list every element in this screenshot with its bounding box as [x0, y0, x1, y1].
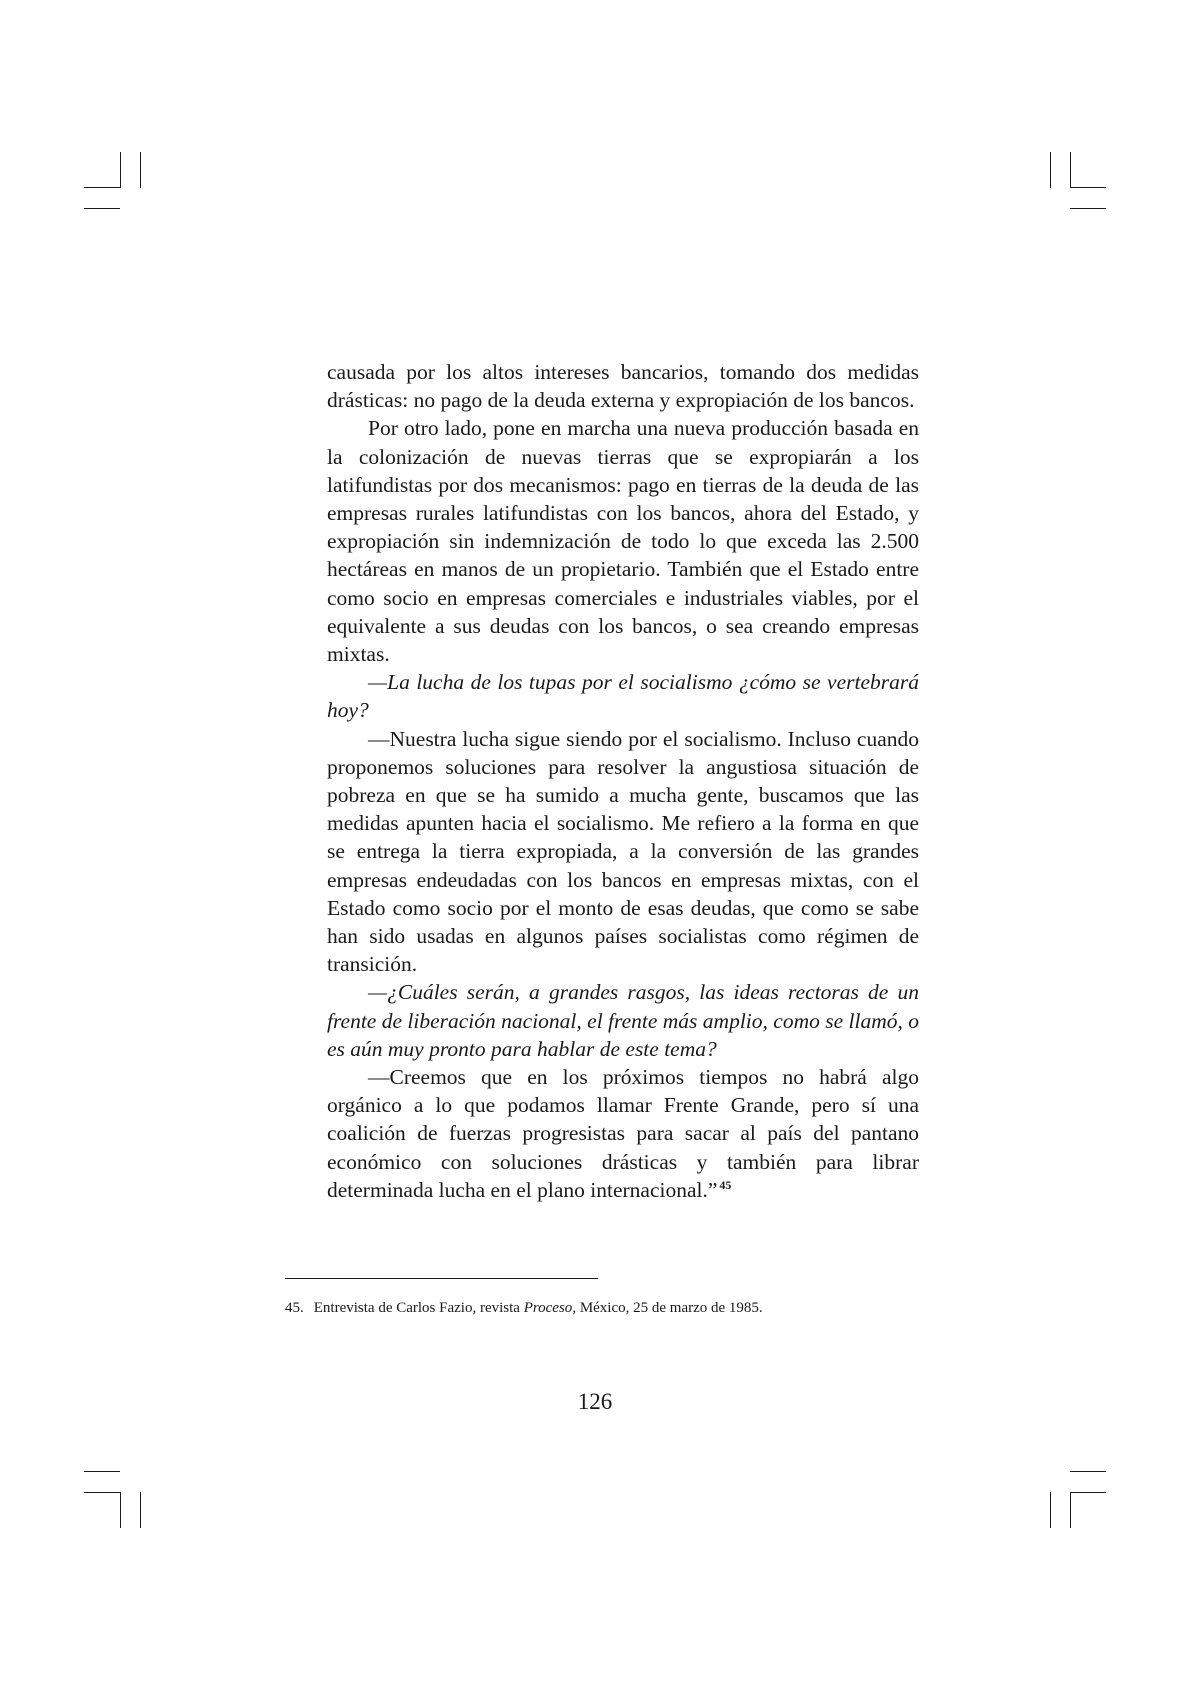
crop-mark [1050, 152, 1051, 188]
crop-mark [1070, 1492, 1106, 1493]
crop-mark [120, 1492, 121, 1528]
paragraph-question: —¿Cuáles serán, a grandes rasgos, las ideas rectoras de un frente de liberación nacional, el frente más amplio, como se llamó, o es aún muy pronto para hablar de este tema? [327, 980, 919, 1061]
paragraph-question: —La lucha de los tupas por el socialismo ¿cómo se vertebrará hoy? [327, 670, 919, 723]
crop-mark [1070, 1492, 1071, 1528]
paragraph-answer: Por otro lado, pone en marcha una nueva producción basada en la colonización de nuevas tierras que se expropiarán a los latifundistas por dos mecanismos: pago en tierras de la deuda de las empresas rurales latifundistas con los bancos, ahora del Estado, y expropiación sin indemnización de todo lo que exceda las 2.500 hectáreas en manos de un propietario. También que el Estado entre como socio en empresas comerciales e industriales viables, por el equivalente a sus deudas con los bancos, o sea creando empresas mixtas. [327, 416, 919, 667]
crop-mark [1070, 1471, 1106, 1472]
crop-mark [140, 152, 141, 188]
crop-mark [84, 1492, 120, 1493]
crop-mark [1070, 208, 1106, 209]
footnote-text-end: , México, 25 de marzo de 1985. [572, 1300, 763, 1316]
page-number: 126 [577, 1389, 613, 1414]
crop-mark [1050, 1492, 1051, 1528]
paragraph-continuation: causada por los altos intereses bancarios, tomando dos medidas drásticas: no pago de la deuda externa y expropiación de los bancos. [327, 360, 919, 413]
crop-mark [140, 1492, 141, 1528]
crop-mark [1070, 187, 1106, 188]
footnote [285, 1298, 925, 1318]
body-text [327, 358, 919, 1204]
crop-mark [120, 152, 121, 188]
footnote-reference[interactable]: 45 [719, 1177, 732, 1192]
crop-mark [1070, 152, 1071, 188]
footnote-number: 45. [285, 1300, 304, 1316]
paragraph-answer: —Nuestra lucha sigue siendo por el socialismo. Incluso cuando proponemos soluciones para resolver la angustiosa situación de pobreza en que se ha sumido a mucha gente, buscamos que las medidas apunten hacia el socialismo. Me refiero a la forma en que se entrega la tierra expropiada, a la conversión de las grandes empresas endeudadas con los bancos en empresas mixtas, con el Estado como socio por el monto de esas deudas, que como se sabe han sido usadas en algunos países socialistas como régimen de transición. [327, 726, 919, 977]
footnote-text: Entrevista de Carlos Fazio, revista [313, 1300, 524, 1316]
crop-mark [84, 1471, 120, 1472]
paragraph-answer-text: —Creemos que en los próximos tiempos no habrá algo orgánico a lo que podamos llamar Frente Grande, pero sí una coalición de fuerzas progresistas para sacar al país del pantano económico con soluciones drásticas y también para librar determinada lucha en el plano internacional.” [327, 1065, 919, 1202]
paragraph-answer [327, 1063, 919, 1204]
footnote-publication: Proceso [523, 1300, 573, 1316]
crop-mark [84, 187, 120, 188]
crop-mark [84, 208, 120, 209]
footnote-divider [285, 1278, 598, 1279]
